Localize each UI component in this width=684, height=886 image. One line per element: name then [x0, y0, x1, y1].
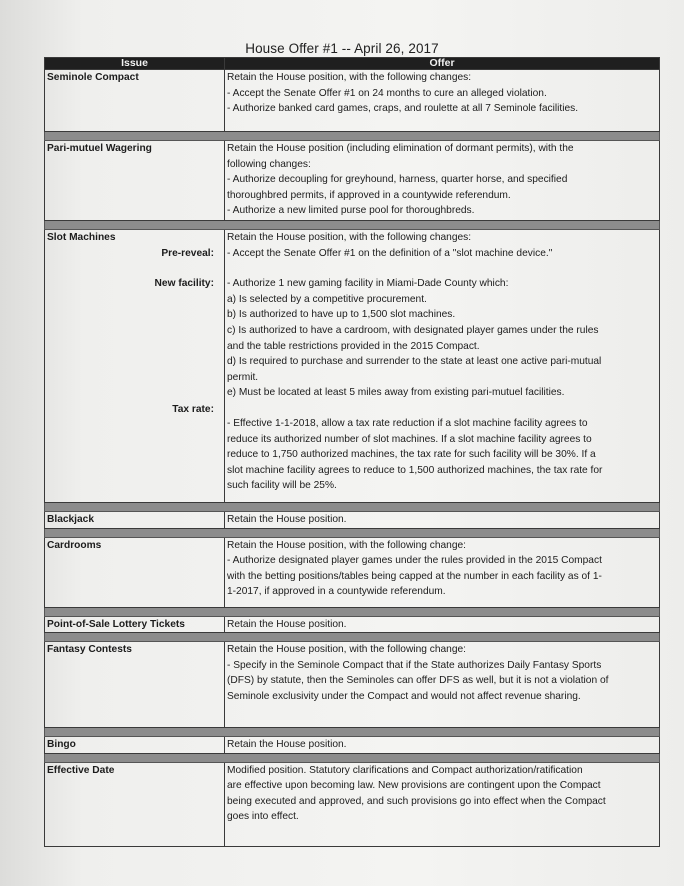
table-row [45, 230, 660, 503]
issue-column-header: Issue [45, 58, 225, 70]
table-header [45, 58, 660, 70]
table-row [45, 737, 660, 754]
offer-line: - Authorize decoupling for greyhound, harness, quarter horse, and specified [227, 174, 568, 186]
subsection-label-tax-rate: Tax rate: [172, 403, 214, 415]
document-title: House Offer #1 -- April 26, 2017 [245, 41, 439, 56]
offer-line: - Effective 1-1-2018, allow a tax rate reduction if a slot machine facility agrees to [227, 417, 588, 429]
offer-cell [225, 537, 660, 607]
offer-line: permit. [227, 371, 259, 383]
offer-cell [225, 616, 660, 633]
offer-line: b) Is authorized to have up to 1,500 slot machines. [227, 309, 456, 321]
offer-line: reduce to 1,750 authorized machines, the tax rate for such facility will be 30%. If a [227, 449, 596, 461]
offer-line: are effective upon becoming law. New provisions are contingent upon the Compact [227, 780, 601, 792]
issue-name: Blackjack [47, 513, 95, 525]
offer-line: - Authorize designated player games under the rules provided in the 2015 Compact [227, 555, 602, 567]
table-row [45, 70, 660, 132]
row-separator [45, 221, 660, 230]
issue-name: Fantasy Contests [47, 644, 132, 656]
offer-table [44, 57, 660, 847]
offer-cell [225, 70, 660, 132]
row-separator [45, 502, 660, 511]
issue-name: Cardrooms [47, 539, 102, 551]
issue-name: Bingo [47, 739, 76, 751]
offer-line: reduce its authorized number of slot machines. If a slot machine facility agrees to [227, 433, 592, 445]
offer-line: Retain the House position. [227, 739, 347, 751]
issue-name: Seminole Compact [47, 72, 139, 83]
issue-cell [45, 616, 225, 633]
issue-cell [45, 141, 225, 221]
offer-line: Modified position. Statutory clarifications and Compact authorization/ratification [227, 764, 583, 776]
issue-name: Point-of-Sale Lottery Tickets [47, 618, 185, 630]
offer-line: c) Is authorized to have a cardroom, with designated player games under the rules [227, 324, 599, 336]
offer-line: Retain the House position, with the following changes: [227, 232, 472, 243]
offer-line: with the betting positions/tables being capped at the number in each facility as of 1- [227, 570, 602, 582]
offer-line: following changes: [227, 158, 311, 170]
offer-line: d) Is required to purchase and surrender to the state at least one active pari-mutual [227, 356, 602, 368]
offer-line: - Specify in the Seminole Compact that if the State authorizes Daily Fantasy Sports [227, 659, 602, 671]
offer-cell [225, 230, 660, 503]
offer-line: being executed and approved, and such provisions go into effect when the Compact [227, 795, 606, 807]
offer-line: - Authorize banked card games, craps, and roulette at all 7 Seminole facilities. [227, 103, 579, 115]
offer-line: - Authorize a new limited purse pool for thoroughbreds. [227, 205, 475, 217]
offer-line: a) Is selected by a competitive procurement. [227, 293, 427, 305]
table-row [45, 141, 660, 221]
offer-line: (DFS) by statute, then the Seminoles can offer DFS as well, but it is not a violation of [227, 675, 609, 687]
issue-cell [45, 642, 225, 728]
offer-line: such facility will be 25%. [227, 480, 337, 492]
offer-cell [225, 141, 660, 221]
offer-line: thoroughbred permits, if approved in a countywide referendum. [227, 189, 511, 201]
row-separator [45, 528, 660, 537]
issue-cell [45, 762, 225, 846]
offer-line: - Accept the Senate Offer #1 on the definition of a "slot machine device." [227, 247, 553, 259]
offer-line: slot machine facility agrees to reduce to 1,500 authorized machines, the tax rate for [227, 464, 603, 476]
offer-cell [225, 511, 660, 528]
offer-line: Retain the House position, with the following change: [227, 644, 466, 656]
row-separator [45, 753, 660, 762]
offer-line: Retain the House position (including elimination of dormant permits), with the [227, 143, 574, 154]
table-row [45, 642, 660, 728]
offer-line: - Accept the Senate Offer #1 on 24 months to cure an alleged violation. [227, 87, 547, 99]
row-separator [45, 633, 660, 642]
issue-name: Slot Machines [47, 232, 116, 243]
row-separator [45, 607, 660, 616]
offer-line: 1-2017, if approved in a countywide referendum. [227, 586, 446, 598]
issue-name: Pari-mutuel Wagering [47, 143, 152, 154]
offer-cell [225, 737, 660, 754]
table-row [45, 511, 660, 528]
issue-cell [45, 537, 225, 607]
offer-line: Seminole exclusivity under the Compact and would not affect revenue sharing. [227, 690, 581, 702]
offer-column-header: Offer [225, 58, 660, 70]
issue-cell [45, 70, 225, 132]
table-row [45, 537, 660, 607]
issue-cell [45, 230, 225, 503]
offer-line: Retain the House position. [227, 513, 347, 525]
row-separator [45, 728, 660, 737]
issue-name: Effective Date [47, 764, 115, 776]
issue-cell [45, 511, 225, 528]
offer-cell [225, 762, 660, 846]
offer-line: goes into effect. [227, 811, 299, 823]
offer-line: and the table restrictions provided in the 2015 Compact. [227, 340, 480, 352]
table-row [45, 762, 660, 846]
offer-line: - Authorize 1 new gaming facility in Miami-Dade County which: [227, 278, 509, 290]
issue-cell [45, 737, 225, 754]
offer-line: Retain the House position, with the following change: [227, 539, 466, 551]
offer-line: Retain the House position. [227, 618, 347, 630]
subsection-label-prereveal: Pre-reveal: [161, 247, 214, 259]
table-row [45, 616, 660, 633]
offer-cell [225, 642, 660, 728]
row-separator [45, 132, 660, 141]
subsection-label-new-facility: New facility: [154, 278, 214, 290]
offer-line: e) Must be located at least 5 miles away from existing pari-mutuel facilities. [227, 387, 565, 399]
offer-line: Retain the House position, with the following changes: [227, 72, 472, 83]
